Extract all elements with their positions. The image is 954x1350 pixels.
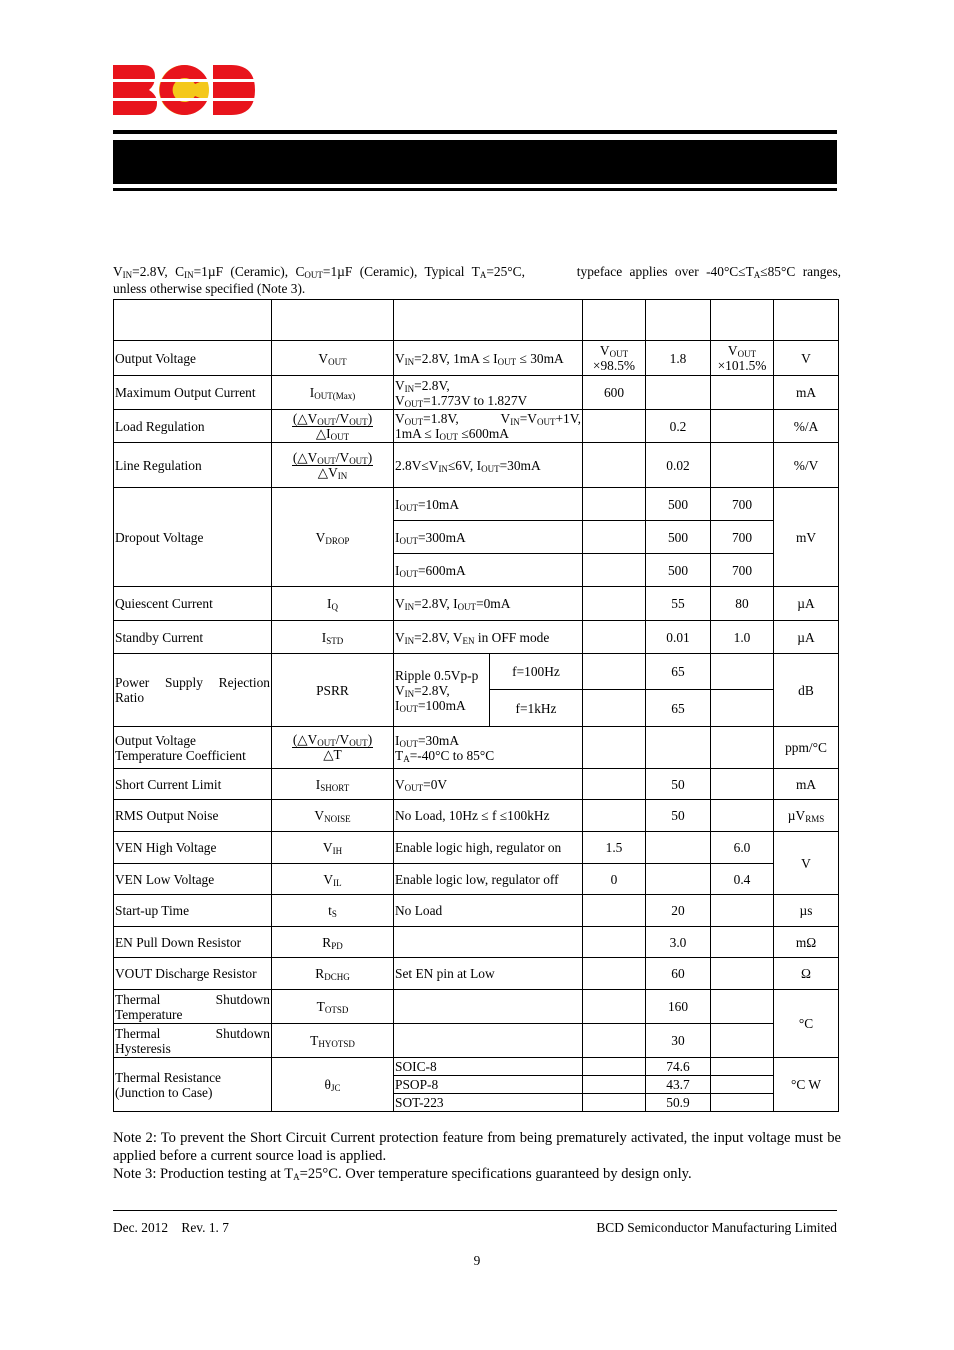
unit: mA: [774, 376, 839, 410]
typ: 50: [646, 800, 711, 832]
table-row: [114, 1058, 839, 1076]
condition: PSOP-8: [394, 1076, 583, 1094]
notes: [113, 1129, 841, 1183]
condition: Set EN pin at Low: [394, 958, 583, 990]
typ: 160: [646, 990, 711, 1024]
max: 700: [711, 521, 774, 554]
unit: %/A: [774, 410, 839, 443]
param: Output Voltage Temperature Coefficient: [114, 727, 272, 769]
max: 80: [711, 587, 774, 621]
param: Thermal Resistance (Junction to Case): [114, 1058, 272, 1112]
typ: 500: [646, 488, 711, 521]
table-row: [114, 927, 839, 958]
typ: 50: [646, 769, 711, 800]
condition: Ripple 0.5Vp-p $V_{IN}=2.8V$, $I_{OUT}=100mA$: [394, 654, 490, 727]
symbol: $\frac{(\triangle V_{OUT}/V_{OUT})}{\triangle T}$: [272, 727, 394, 769]
electrical-characteristics-table: [113, 299, 839, 1112]
condition: Enable logic high, regulator on: [394, 832, 583, 864]
condition: $I_{OUT}=300mA$: [394, 521, 583, 554]
symbol: $R_{PD}$: [272, 927, 394, 958]
test-conditions-line2: unless otherwise specified (Note 3).: [113, 281, 306, 296]
table-row: [114, 832, 839, 864]
note-2: Note 2: To prevent the Short Circuit Current protection feature from being prematurely activated, the input voltage must be applied before a current source load is applied.: [113, 1130, 841, 1164]
page-number: 9: [473, 1253, 481, 1268]
condition: $V_{IN}=2.8V$, $V_{EN}$ in OFF mode: [394, 621, 583, 654]
table-row: [114, 895, 839, 927]
frequency: f=100Hz: [490, 654, 583, 690]
min: 0: [583, 864, 646, 895]
unit: µA: [774, 621, 839, 654]
param: VEN High Voltage: [114, 832, 272, 864]
condition: $V_{IN}=2.8V$, $V_{OUT}=1.773V$ to 1.827V: [394, 376, 583, 410]
param: Output Voltage: [114, 341, 272, 376]
typ: 30: [646, 1024, 711, 1058]
min: 1.5: [583, 832, 646, 864]
table-row: [114, 864, 839, 895]
unit: °C W: [774, 1058, 839, 1112]
footer-company: BCD Semiconductor Manufacturing Limited: [596, 1220, 837, 1235]
bcd-logo: [113, 65, 255, 115]
unit: mΩ: [774, 927, 839, 958]
param: RMS Output Noise: [114, 800, 272, 832]
param: EN Pull Down Resistor: [114, 927, 272, 958]
min: $V_{OUT}$ ×98.5%: [583, 341, 646, 376]
typ: 65: [646, 690, 711, 727]
condition: $V_{OUT}=0V$: [394, 769, 583, 800]
condition: No Load: [394, 895, 583, 927]
symbol: $V_{OUT}$: [272, 341, 394, 376]
typ: 500: [646, 554, 711, 587]
table-row: [114, 443, 839, 488]
typ: 20: [646, 895, 711, 927]
condition: $I_{OUT}=10mA$: [394, 488, 583, 521]
symbol: $t_S$: [272, 895, 394, 927]
symbol: $V_{NOISE}$: [272, 800, 394, 832]
param: Start-up Time: [114, 895, 272, 927]
param: VOUT Discharge Resistor: [114, 958, 272, 990]
condition: SOT-223: [394, 1094, 583, 1112]
typ: 0.2: [646, 410, 711, 443]
condition: $I_{OUT}=30mA$ $T_A=-40^\circ C$ to 85°C: [394, 727, 583, 769]
table-row: [114, 727, 839, 769]
condition: $2.8V\le V_{IN}\le 6V$, $I_{OUT}=30mA$: [394, 443, 583, 488]
param: Short Current Limit: [114, 769, 272, 800]
param: Maximum Output Current: [114, 376, 272, 410]
table-row: [114, 410, 839, 443]
table-row: [114, 341, 839, 376]
unit: mV: [774, 488, 839, 587]
symbol: $\frac{(\triangle V_{OUT}/V_{OUT})}{\triangle V_{IN}}$: [272, 443, 394, 488]
table-row: [114, 800, 839, 832]
typ: 3.0: [646, 927, 711, 958]
header-rule-bottom: [113, 188, 837, 191]
param: Line Regulation: [114, 443, 272, 488]
table-header-row: [114, 300, 839, 341]
symbol: $T_{HYOTSD}$: [272, 1024, 394, 1058]
max: 1.0: [711, 621, 774, 654]
condition: SOIC-8: [394, 1058, 583, 1076]
table-row: [114, 958, 839, 990]
unit: µs: [774, 895, 839, 927]
param: Load Regulation: [114, 410, 272, 443]
test-conditions: $V_{IN}=2.8V$, $C_{IN}=1\mu F$ (Ceramic), $C_{OUT}=1\mu F$ (Ceramic), Typical $T_A=25^\circ C$, typeface applies over $-40^\circ C\le T_A\le 85^\circ C$ ranges,: [113, 264, 841, 280]
condition: $I_{OUT}=600mA$: [394, 554, 583, 587]
param: Standby Current: [114, 621, 272, 654]
symbol: $T_{OTSD}$: [272, 990, 394, 1024]
frequency: f=1kHz: [490, 690, 583, 727]
unit: %/V: [774, 443, 839, 488]
note-3: Note 3: Production testing at $T_A=25^\circ C$. Over temperature specifications guaranteed by design only.: [113, 1166, 692, 1182]
footer-date-rev: Dec. 2012 Rev. 1. 7: [113, 1220, 229, 1235]
condition: No Load, 10Hz ≤ f ≤100kHz: [394, 800, 583, 832]
unit: °C: [774, 990, 839, 1058]
typ: 65: [646, 654, 711, 690]
symbol: $V_{DROP}$: [272, 488, 394, 587]
param: Quiescent Current: [114, 587, 272, 621]
unit: V: [774, 341, 839, 376]
max: 700: [711, 488, 774, 521]
param: Dropout Voltage: [114, 488, 272, 587]
param: Power Supply Rejection Ratio: [114, 654, 272, 727]
table-row: [114, 587, 839, 621]
symbol: PSRR: [272, 654, 394, 727]
typ: 0.02: [646, 443, 711, 488]
header-rule-top: [113, 130, 837, 134]
table-row: [114, 1024, 839, 1058]
max: 700: [711, 554, 774, 587]
unit: ppm/°C: [774, 727, 839, 769]
unit: µA: [774, 587, 839, 621]
param: VEN Low Voltage: [114, 864, 272, 895]
max: 0.4: [711, 864, 774, 895]
table-row: [114, 654, 839, 690]
unit: Ω: [774, 958, 839, 990]
symbol: $I_Q$: [272, 587, 394, 621]
typ: 50.9: [646, 1094, 711, 1112]
table-row: [114, 769, 839, 800]
param: Thermal Shutdown Hysteresis: [115, 1025, 270, 1056]
symbol: $V_{IH}$: [272, 832, 394, 864]
table-row: [114, 990, 839, 1024]
footer-rule: [113, 1210, 837, 1211]
typ: 74.6: [646, 1058, 711, 1076]
symbol: $\theta_{JC}$: [272, 1058, 394, 1112]
unit: mA: [774, 769, 839, 800]
typ: 1.8: [646, 341, 711, 376]
param: Thermal Shutdown Temperature: [115, 991, 270, 1022]
symbol: $I_{STD}$: [272, 621, 394, 654]
condition: Enable logic low, regulator off: [394, 864, 583, 895]
unit: dB: [774, 654, 839, 727]
min: 600: [583, 376, 646, 410]
typ: 500: [646, 521, 711, 554]
symbol: $V_{IL}$: [272, 864, 394, 895]
header-title-band: [113, 140, 837, 184]
symbol: $I_{OUT(Max)}$: [272, 376, 394, 410]
condition: $V_{IN}=2.8V$, $1mA \le I_{OUT} \le 30mA$: [394, 341, 583, 376]
max: 6.0: [711, 832, 774, 864]
typ: 0.01: [646, 621, 711, 654]
typ: 43.7: [646, 1076, 711, 1094]
table-row: [114, 376, 839, 410]
typ: 60: [646, 958, 711, 990]
typ: 55: [646, 587, 711, 621]
unit: µV$_{RMS}$: [774, 800, 839, 832]
symbol: $I_{SHORT}$: [272, 769, 394, 800]
symbol: $R_{DCHG}$: [272, 958, 394, 990]
condition: $V_{OUT}=1.8V$, $V_{IN}=V_{OUT}+1V$, $1mA \le I_{OUT} \le 600mA$: [395, 411, 581, 442]
table-row: [114, 488, 839, 521]
unit: V: [774, 832, 839, 895]
max: $V_{OUT}$ ×101.5%: [711, 341, 774, 376]
symbol: $\frac{(\triangle V_{OUT}/V_{OUT})}{\triangle I_{OUT}}$: [272, 410, 394, 443]
table-row: [114, 621, 839, 654]
condition: $V_{IN}=2.8V$, $I_{OUT}=0mA$: [394, 587, 583, 621]
